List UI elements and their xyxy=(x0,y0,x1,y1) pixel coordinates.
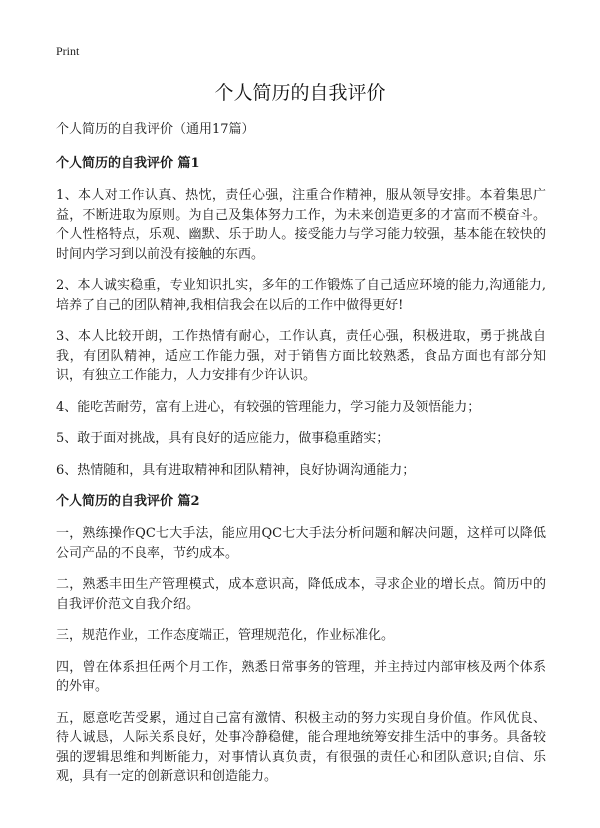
paragraph: 五，愿意吃苦受累，通过自己富有激情、积极主动的努力实现自身价值。作风优良、待人诚恳，人际关系良好，处事冷静稳健，能合理地统筹安排生活中的事务。具备较强的逻辑思维和判断能力，对事情认真负责，有很强的责任心和团队意识;自信、乐观，具有一定的创新意识和创造能力。 xyxy=(56,710,546,784)
paragraph: 一，熟练操作QC七大手法，能应用QC七大手法分析问题和解决问题，这样可以降低公司产品的不良率，节约成本。 xyxy=(56,526,546,561)
paragraph: 3、本人比较开朗，工作热情有耐心，工作认真，责任心强，积极进取，勇于挑战自我，有团队精神，适应工作能力强，对于销售方面比较熟悉，食品方面也有部分知识，有独立工作能力，人力安排有少许认识。 xyxy=(56,329,546,383)
paragraph: 二，熟悉丰田生产管理模式，成本意识高，降低成本，寻求企业的增长点。简历中的自我评价范文自我介绍。 xyxy=(56,577,546,612)
document-body xyxy=(56,120,546,799)
paragraph: 5、敢于面对挑战，具有良好的适应能力，做事稳重踏实； xyxy=(56,431,390,446)
paragraph: 4、能吃苦耐劳，富有上进心，有较强的管理能力，学习能力及领悟能力； xyxy=(56,399,481,415)
section-heading-2: 个人简历的自我评价 篇2 xyxy=(56,494,200,509)
paragraph: 1、本人对工作认真、热忱，责任心强，注重合作精神，服从领导安排。本着集思广益，不断进取为原则。为自己及集体努力工作，为未来创造更多的才富而不模奋斗。个人性格特点，乐观、幽默、乐于助人。接受能力与学习能力较强，基本能在较快的时间内学习到以前没有接触的东西。 xyxy=(56,188,546,262)
document-title: 个人简历的自我评价 xyxy=(214,82,386,104)
paragraph: 6、热情随和，具有进取精神和团队精神，良好协调沟通能力； xyxy=(56,462,416,478)
paragraph: 三，规范作业，工作态度端正，管理规范化，作业标准化。 xyxy=(56,628,395,643)
paragraph: 四，曾在体系担任两个月工作，熟悉日常事务的管理，并主持过内部审核及两个体系的外审。 xyxy=(56,659,546,694)
paragraph: 2、本人诚实稳重，专业知识扎实，多年的工作锻炼了自己适应环境的能力,沟通能力,培养了自己的团队精神,我相信我会在以后的工作中做得更好! xyxy=(56,278,546,313)
document-subtitle: 个人简历的自我评价（通用17篇） xyxy=(56,122,255,137)
print-label[interactable]: Print xyxy=(56,44,80,58)
section-heading-1: 个人简历的自我评价 篇1 xyxy=(56,156,200,171)
